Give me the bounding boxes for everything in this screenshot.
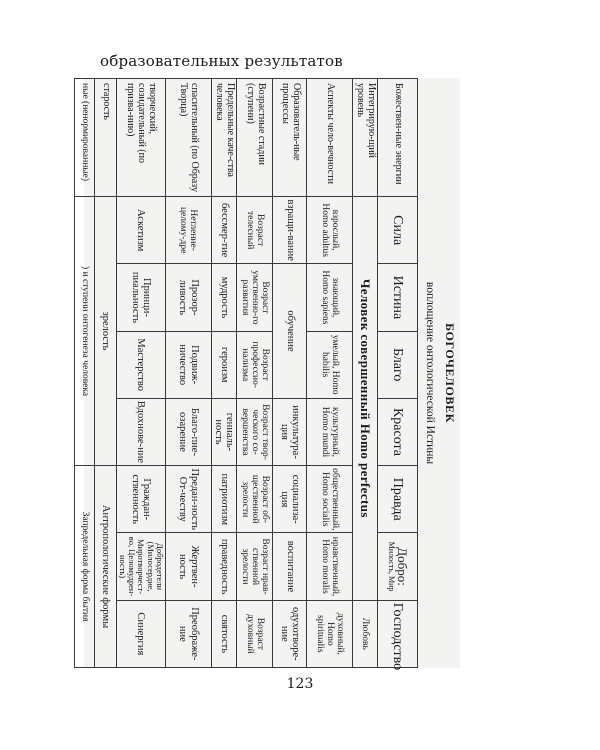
love-label: Любовь [353, 600, 378, 667]
spiritual-form-label: Запредельная форма бытия [74, 466, 94, 668]
process-cell: воспитание [273, 533, 307, 600]
energy-cell: Благо [378, 331, 418, 398]
stage-cell: Возраст умственно-го развития [237, 264, 273, 331]
stage-cell: Возраст духовный [237, 600, 273, 667]
page-header: образовательных результатов [100, 52, 343, 70]
aspect-cell: взрослый, Homo adultus [307, 197, 353, 264]
label-divine-energies: Божествен-ные энергии [378, 79, 418, 197]
saving-cell: Прозор-ливость [165, 264, 211, 331]
label-integrating-level: Интегрирую-щий уровень [353, 79, 378, 197]
label-normative: ные (ненормированные) [74, 79, 94, 197]
anthropology-table [74, 78, 418, 671]
row-aspects [307, 79, 353, 668]
row-band [353, 79, 378, 668]
table-rotated-content [79, 78, 460, 671]
stage-cell: Возраст об-щественной зрелости [237, 466, 273, 533]
saving-cell: Нетление-целому-дре [165, 197, 211, 264]
row-saving [165, 79, 211, 668]
table-title: БОГОЧЕЛОВЕК [443, 323, 458, 423]
anthropological-forms-header: Антропологические формы [94, 466, 116, 668]
saving-cell: Предан-ность От-честву [165, 466, 211, 533]
row-limit-qualities [211, 79, 237, 668]
energy-dobro: Добро: [394, 547, 410, 586]
creative-cell: Граждан-ственность [116, 466, 165, 533]
quality-cell: бессмер-тие [211, 197, 237, 264]
energy-cell-dobro [378, 533, 418, 600]
energy-cell: Истина [378, 264, 418, 331]
process-cell: взращи-вание [273, 197, 307, 264]
row-educational-processes [273, 79, 307, 668]
label-educational-processes: Образователь-ные процессы [273, 79, 307, 197]
energy-cell: Сила [378, 197, 418, 264]
process-cell: социализа-ция [273, 466, 307, 533]
creative-cell: Синергия [116, 600, 165, 667]
energy-cell: Красота [378, 398, 418, 465]
page-number: 123 [286, 676, 314, 692]
creative-cell: Вдохнове-ние [116, 398, 165, 465]
energy-cell: Правда [378, 466, 418, 533]
creative-cell: Принци-пиальность [116, 264, 165, 331]
process-cell: обучение [273, 264, 307, 399]
label-creative: творческий, созидательный (по призва-нию) [116, 79, 165, 197]
aspect-cell: культурный, Homo mundi [307, 398, 353, 465]
label-old-age: старость [94, 79, 116, 197]
row-age-headers [94, 79, 116, 668]
quality-cell: праведность [211, 533, 237, 600]
row-bottom-headers [74, 79, 94, 668]
saving-cell: Подвиж-ничество [165, 331, 211, 398]
process-cell: инкультура-ция [273, 398, 307, 465]
creative-cell: Аскетизм [116, 197, 165, 264]
quality-cell: святость [211, 600, 237, 667]
stage-cell: Возраст профессио-нализма [237, 331, 273, 398]
aspect-cell: духовный, Homo spiritualis [307, 600, 353, 667]
quality-cell: мудрость [211, 264, 237, 331]
table-subtitle: воплощение онтологической Истины [424, 281, 436, 465]
label-aspects: Аспекты чело-вечности [307, 79, 353, 197]
energy-dobro-note: Милость, Мир [386, 541, 396, 592]
maturity-header: зрелость [94, 197, 116, 466]
aspect-cell: общественный, Homo socialis [307, 466, 353, 533]
energy-cell: Господство [378, 600, 418, 667]
quality-cell: героизм [211, 331, 237, 398]
homo-perfectus-band: Человек совершенный Homo perfectus [353, 197, 378, 601]
stage-cell: Возраст телесный [237, 197, 273, 264]
stage-cell: Возраст нрав-ственной зрелости [237, 533, 273, 600]
saving-cell: Благо-пие-озарение [165, 398, 211, 465]
row-age-stages [237, 79, 273, 668]
rotated-table-scan [79, 78, 460, 671]
saving-cell: Жертвен-ность [165, 533, 211, 600]
stage-cell: Возраст твор-ческого со-вершенства [237, 398, 273, 465]
creative-cell: Мастерство [116, 331, 165, 398]
ontogenesis-header: ) и ступени онтогенеза человека [74, 197, 94, 466]
saving-cell: Преображе-ние [165, 600, 211, 667]
row-creative [116, 79, 165, 668]
label-age-stages: Возрастные стадии (ступени) [237, 79, 273, 197]
label-saving: спасительный (по Образу Творца) [165, 79, 211, 197]
aspect-cell: знающий, Homo sapiens [307, 264, 353, 331]
quality-cell: гениаль-ность [211, 398, 237, 465]
quality-cell: патриотизм [211, 466, 237, 533]
creative-cell: Добродетели (Милосердие, Миротворчест-во, Целомудрен-ность) [116, 533, 165, 600]
label-limit-qualities: Предельные каче-ства человека [211, 79, 237, 197]
aspect-cell: нравственный, Homo moralis [307, 533, 353, 600]
row-divine-energies [378, 79, 418, 668]
process-cell: одухотворе-ние [273, 600, 307, 667]
aspect-cell: умелый, Homo habilis [307, 331, 353, 398]
